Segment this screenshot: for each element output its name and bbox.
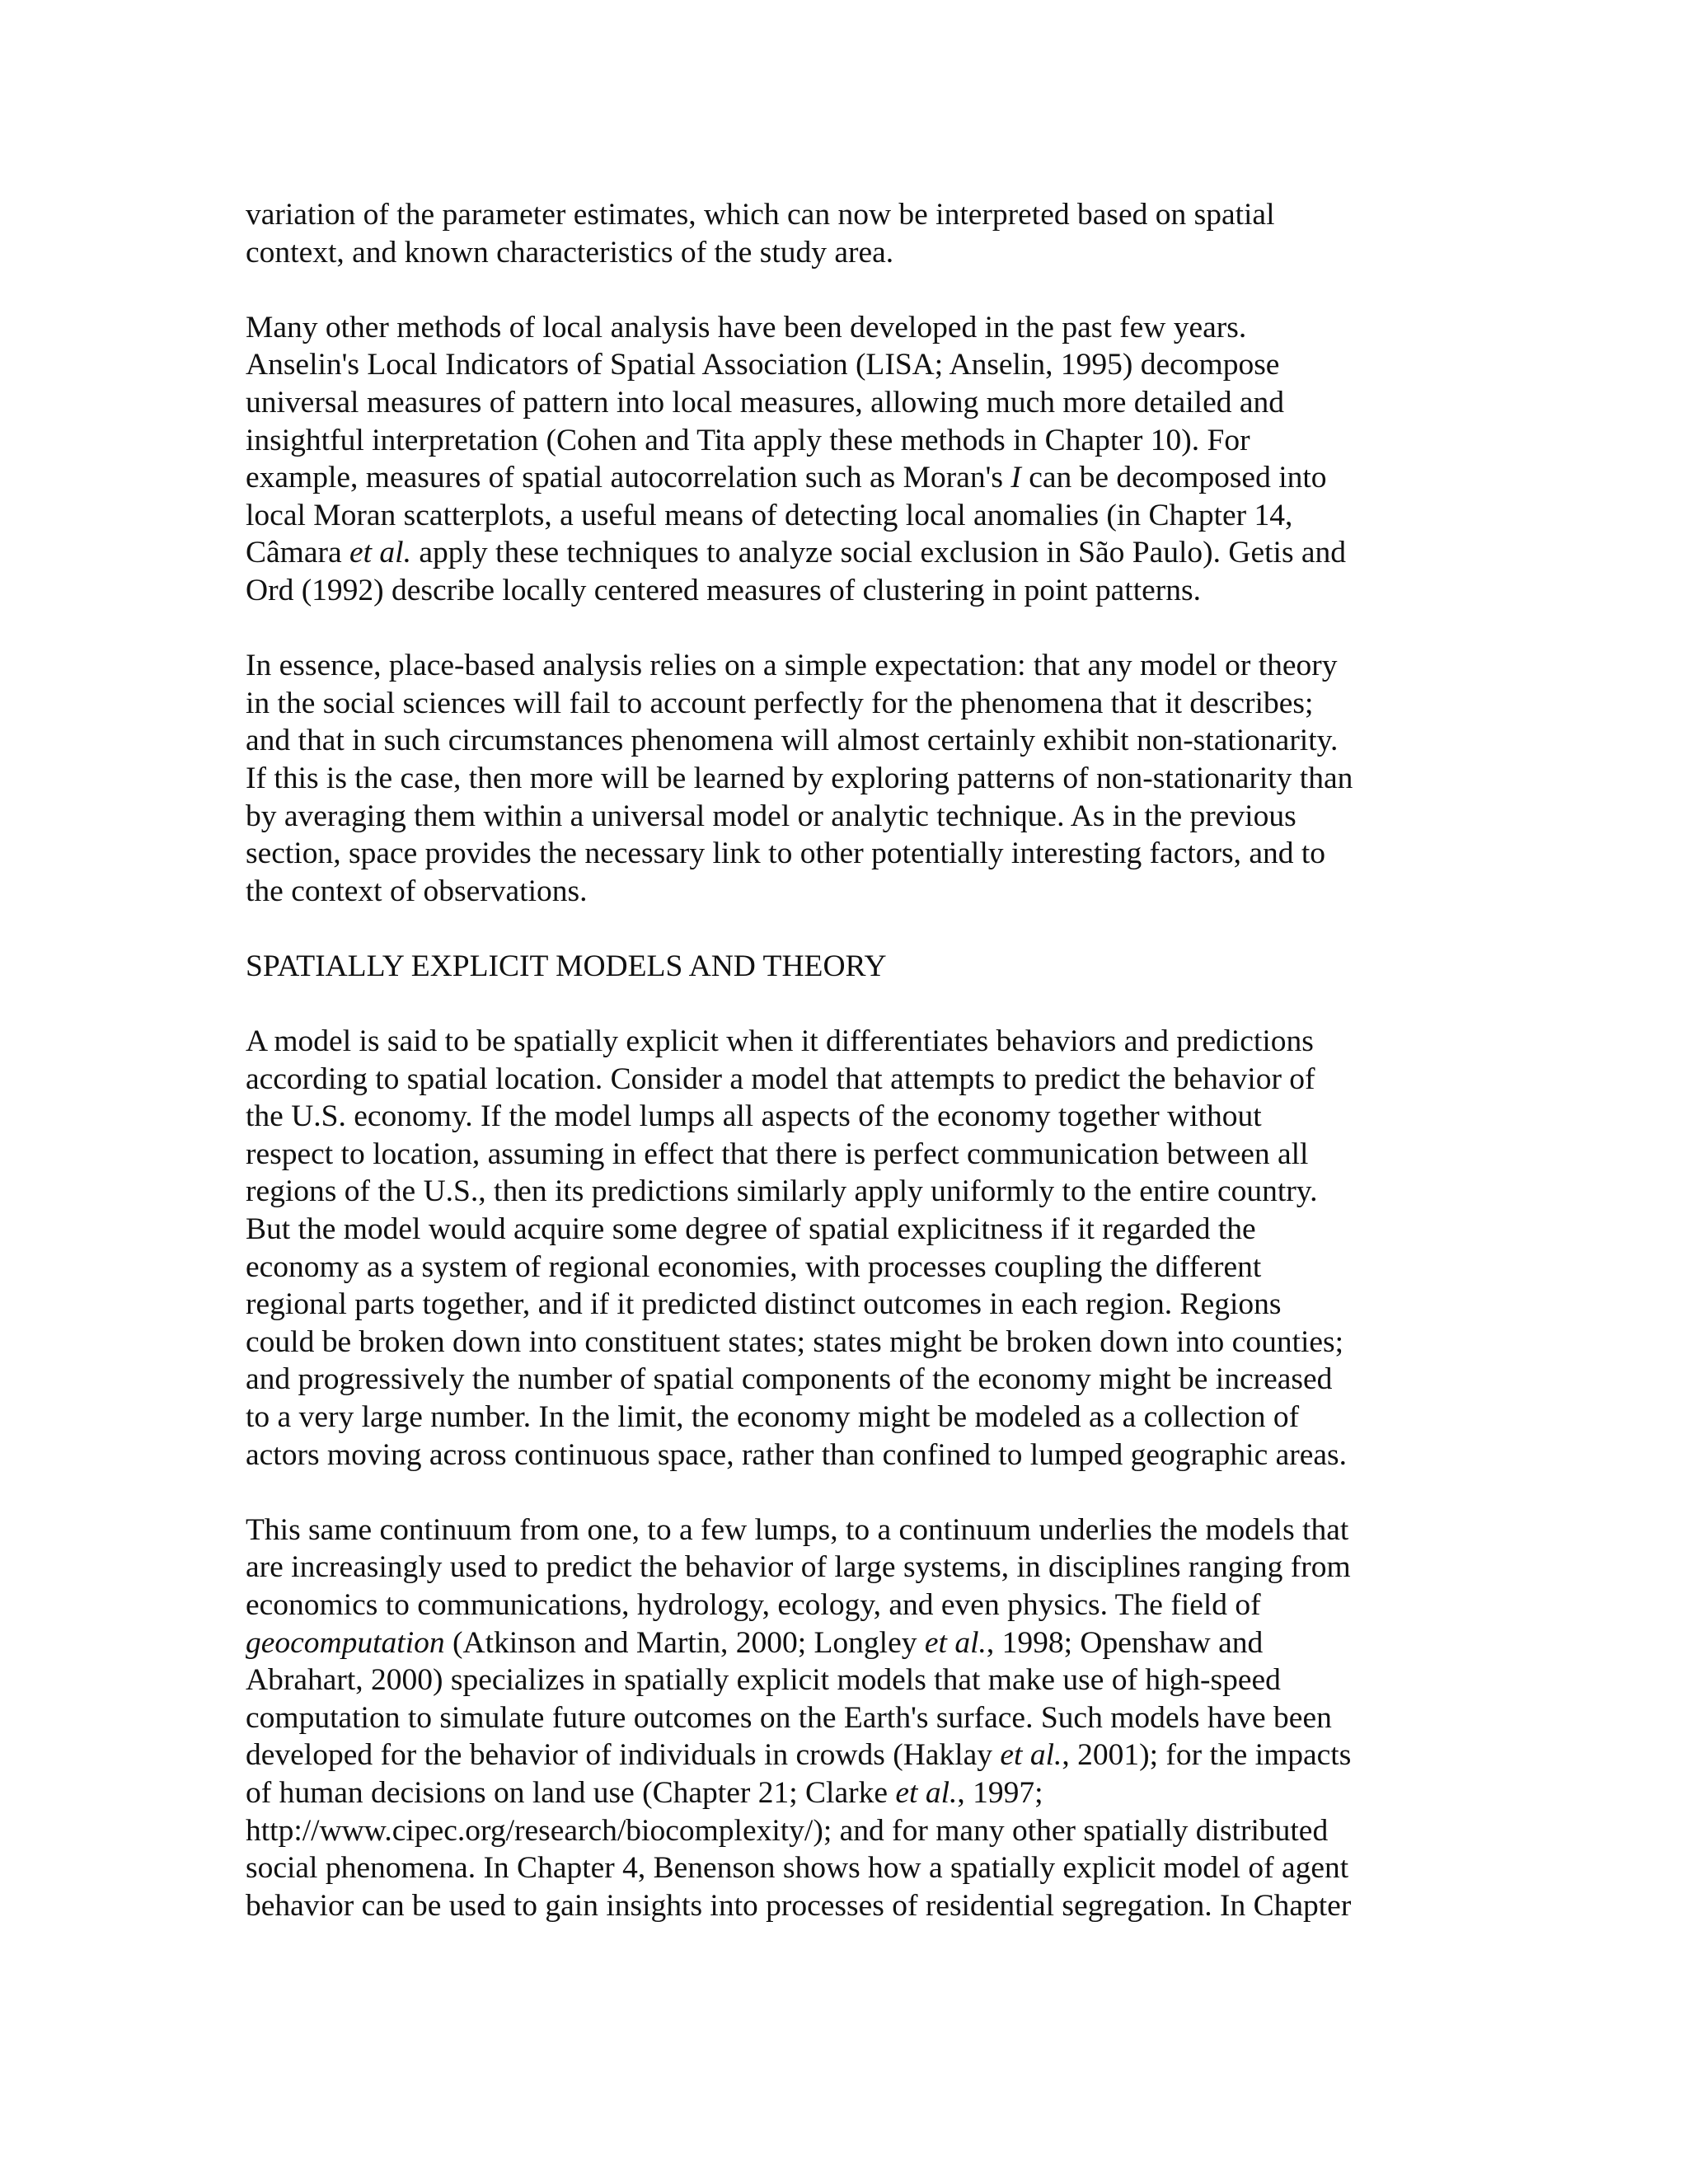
text-line xyxy=(246,1586,1449,1624)
text-line xyxy=(246,1399,1449,1436)
text-line xyxy=(246,572,1449,610)
text-line xyxy=(246,196,1449,234)
paragraph-gap xyxy=(246,985,1449,1023)
text-line xyxy=(246,422,1449,460)
italic-text: et al. xyxy=(895,1775,958,1810)
text-segment: regions of the U.S., then its predictions similarly apply uniformly to the entire country. xyxy=(246,1174,1318,1209)
body-paragraph xyxy=(246,647,1449,910)
text-segment: apply these techniques to analyze social exclusion in São Paulo). Getis and xyxy=(410,536,1347,570)
text-segment: context, and known characteristics of the study area. xyxy=(246,235,894,269)
text-line xyxy=(246,1249,1449,1286)
text-segment: in the social sciences will fail to account perfectly for the phenomena that it describes; xyxy=(246,686,1314,720)
text-line xyxy=(246,1549,1449,1586)
text-segment: insightful interpretation (Cohen and Tita apply these methods in Chapter 10). For xyxy=(246,423,1250,457)
text-segment: SPATIALLY EXPLICIT MODELS AND THEORY xyxy=(246,949,887,983)
text-segment: universal measures of pattern into local measures, allowing much more detailed and xyxy=(246,385,1285,419)
document-page xyxy=(246,196,1449,1924)
text-segment: , 1997; xyxy=(957,1775,1043,1810)
body-paragraph xyxy=(246,1511,1449,1925)
italic-text: et al. xyxy=(924,1625,987,1660)
text-segment: behavior can be used to gain insights into processes of residential segregation. In Chapter xyxy=(246,1888,1352,1923)
text-line xyxy=(246,1136,1449,1174)
text-line xyxy=(246,1023,1449,1061)
text-line xyxy=(246,1511,1449,1549)
section-heading xyxy=(246,948,1449,986)
text-line xyxy=(246,1887,1449,1925)
text-segment: Anselin's Local Indicators of Spatial Association (LISA; Anselin, 1995) decompose xyxy=(246,348,1280,382)
text-line xyxy=(246,309,1449,347)
italic-text: et al. xyxy=(349,536,411,570)
text-line xyxy=(246,760,1449,798)
text-segment: social phenomena. In Chapter 4, Benenson shows how a spatially explicit model of agent xyxy=(246,1851,1349,1886)
text-line xyxy=(246,1211,1449,1249)
text-segment: , 1998; Openshaw and xyxy=(986,1625,1264,1660)
italic-text: geocomputation xyxy=(246,1625,445,1660)
text-segment: the U.S. economy. If the model lumps all aspects of the economy together without xyxy=(246,1099,1262,1134)
text-line xyxy=(246,1324,1449,1361)
text-segment: according to spatial location. Consider a model that attempts to predict the behavior of xyxy=(246,1062,1315,1096)
text-segment: could be broken down into constituent states; states might be broken down into counties; xyxy=(246,1324,1344,1359)
text-line xyxy=(246,534,1449,572)
paragraph-gap xyxy=(246,271,1449,309)
text-segment: section, space provides the necessary link to other potentially interesting factors, and to xyxy=(246,837,1326,871)
text-line xyxy=(246,1812,1449,1850)
text-line xyxy=(246,948,1449,986)
text-segment: example, measures of spatial autocorrelation such as Moran's xyxy=(246,461,1011,495)
text-line xyxy=(246,1361,1449,1399)
text-segment: can be decomposed into xyxy=(1020,461,1327,495)
italic-text: et al. xyxy=(1000,1738,1062,1773)
text-line xyxy=(246,497,1449,535)
text-line xyxy=(246,384,1449,422)
text-line xyxy=(246,1849,1449,1887)
text-line xyxy=(246,647,1449,685)
text-line xyxy=(246,1173,1449,1211)
text-line xyxy=(246,459,1449,497)
text-line xyxy=(246,722,1449,760)
text-line xyxy=(246,1774,1449,1812)
text-line xyxy=(246,1699,1449,1737)
text-segment: developed for the behavior of individuals in crowds (Haklay xyxy=(246,1738,1001,1773)
text-line xyxy=(246,1736,1449,1774)
text-segment: variation of the parameter estimates, which can now be interpreted based on spatial xyxy=(246,198,1275,232)
text-line xyxy=(246,798,1449,836)
text-line xyxy=(246,346,1449,384)
paragraph-gap xyxy=(246,610,1449,648)
body-paragraph xyxy=(246,1023,1449,1474)
text-segment: economy as a system of regional economies, with processes coupling the different xyxy=(246,1249,1262,1284)
text-segment: local Moran scatterplots, a useful means of detecting local anomalies (in Chapter 14, xyxy=(246,498,1293,532)
text-segment: the context of observations. xyxy=(246,874,588,908)
text-line xyxy=(246,1436,1449,1474)
text-segment: A model is said to be spatially explicit when it differentiates behaviors and predictions xyxy=(246,1024,1314,1059)
text-segment: (Atkinson and Martin, 2000; Longley xyxy=(444,1625,925,1660)
text-segment: and progressively the number of spatial components of the economy might be increased xyxy=(246,1362,1333,1397)
text-segment: In essence, place-based analysis relies on a simple expectation: that any model or theory xyxy=(246,649,1338,683)
text-segment: economics to communications, hydrology, ecology, and even physics. The field of xyxy=(246,1587,1261,1622)
text-line xyxy=(246,685,1449,723)
text-line xyxy=(246,835,1449,873)
text-segment: actors moving across continuous space, rather than confined to lumped geographic areas. xyxy=(246,1437,1348,1472)
text-segment: http://www.cipec.org/research/biocomplexity/); and for many other spatially distributed xyxy=(246,1813,1329,1848)
body-paragraph xyxy=(246,309,1449,610)
text-segment: If this is the case, then more will be learned by exploring patterns of non-stationarity than xyxy=(246,761,1353,795)
text-segment: regional parts together, and if it predicted distinct outcomes in each region. Regions xyxy=(246,1287,1282,1322)
text-line xyxy=(246,1061,1449,1099)
text-segment: Abrahart, 2000) specializes in spatially explicit models that make use of high-speed xyxy=(246,1663,1281,1698)
paragraph-gap xyxy=(246,1474,1449,1511)
text-segment: by averaging them within a universal model or analytic technique. As in the previous xyxy=(246,799,1296,833)
text-segment: computation to simulate future outcomes on the Earth's surface. Such models have been xyxy=(246,1700,1332,1735)
text-segment: respect to location, assuming in effect that there is perfect communication between all xyxy=(246,1137,1309,1171)
text-segment: are increasingly used to predict the behavior of large systems, in disciplines ranging from xyxy=(246,1550,1351,1585)
text-segment: Many other methods of local analysis have been developed in the past few years. xyxy=(246,310,1247,344)
text-line xyxy=(246,1661,1449,1699)
text-line xyxy=(246,234,1449,272)
text-line xyxy=(246,1286,1449,1324)
text-segment: and that in such circumstances phenomena will almost certainly exhibit non-stationarity. xyxy=(246,724,1339,758)
text-segment: Ord (1992) describe locally centered measures of clustering in point patterns. xyxy=(246,573,1201,607)
text-line xyxy=(246,1624,1449,1662)
paragraph-gap xyxy=(246,910,1449,948)
text-segment: of human decisions on land use (Chapter 21; Clarke xyxy=(246,1775,896,1810)
italic-text: I xyxy=(1010,461,1021,495)
text-segment: to a very large number. In the limit, the economy might be modeled as a collection of xyxy=(246,1400,1300,1434)
body-paragraph xyxy=(246,196,1449,271)
text-line xyxy=(246,1098,1449,1136)
text-segment: Câmara xyxy=(246,536,349,570)
text-segment: , 2001); for the impacts xyxy=(1062,1738,1352,1773)
text-segment: This same continuum from one, to a few lumps, to a continuum underlies the models that xyxy=(246,1512,1349,1547)
text-segment: But the model would acquire some degree of spatial explicitness if it regarded the xyxy=(246,1212,1256,1247)
text-line xyxy=(246,873,1449,911)
